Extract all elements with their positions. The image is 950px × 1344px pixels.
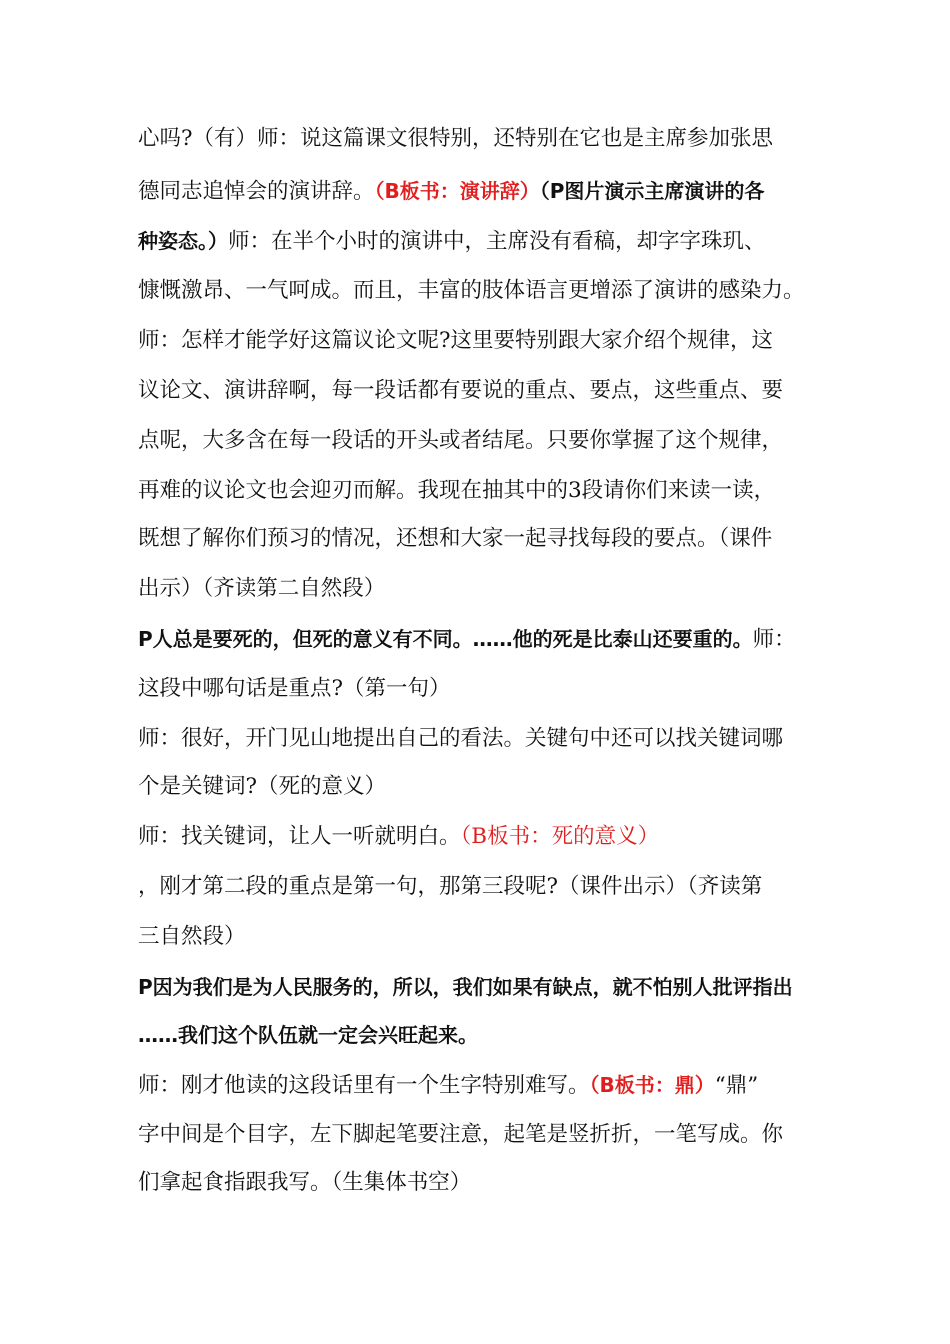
text-segment: 这段中哪句话是重点?（第一句） xyxy=(138,676,451,701)
text-line xyxy=(138,226,766,257)
text-segment: 出示）（齐读第二自然段） xyxy=(138,576,386,601)
text-segment: 师：怎样才能学好这篇议论文呢?这里要特别跟大家介绍个规律，这 xyxy=(138,328,774,353)
text-segment: 师： xyxy=(752,627,796,652)
text-segment: 点呢，大多含在每一段话的开头或者结尾。只要你掌握了这个规律， xyxy=(138,428,784,453)
ppt-note: ……我们这个队伍就一定会兴旺起来。 xyxy=(138,1023,478,1047)
text-line xyxy=(138,176,764,207)
text-segment: 师：找关键词，让人一听就明白。 xyxy=(138,824,461,849)
text-segment: 议论文、演讲辞啊，每一段话都有要说的重点、要点，这些重点、要 xyxy=(138,378,784,403)
text-line xyxy=(138,476,775,506)
board-note: （B板书：死的意义） xyxy=(460,824,660,849)
text-line xyxy=(138,574,385,604)
text-segment: 们拿起食指跟我写。（生集体书空） xyxy=(138,1170,472,1195)
ppt-note: 种姿态。） xyxy=(138,229,228,253)
text-line xyxy=(138,276,805,306)
text-segment: “鼎” xyxy=(714,1073,759,1098)
text-line xyxy=(138,922,246,952)
text-line xyxy=(138,772,386,802)
text-segment: 字中间是个目字，左下脚起笔要注意，起笔是竖折折，一笔写成。你 xyxy=(138,1122,784,1147)
ppt-note: P因为我们是为人民服务的，所以，我们如果有缺点，就不怕别人批评指出 xyxy=(138,975,793,999)
text-line xyxy=(138,326,773,356)
text-line xyxy=(138,1070,758,1101)
text-segment: ，刚才第二段的重点是第一句，那第三段呢?（课件出示）（齐读第 xyxy=(138,874,763,899)
text-segment: 三自然段） xyxy=(138,924,246,949)
ppt-note: （P图片演示主席演讲的各 xyxy=(539,179,765,203)
text-line xyxy=(138,1168,471,1198)
text-line xyxy=(138,1120,783,1150)
text-line xyxy=(138,822,659,852)
board-note: （B板书：鼎） xyxy=(589,1073,715,1097)
text-line xyxy=(138,426,783,456)
text-line xyxy=(138,872,762,902)
board-note: （B板书：演讲辞） xyxy=(374,179,540,203)
text-line xyxy=(138,124,773,154)
text-segment: 再难的议论文也会迎刃而解。我现在抽其中的3段请你们来读一读， xyxy=(138,478,776,503)
text-line xyxy=(138,972,793,1003)
text-line xyxy=(138,624,796,655)
text-line xyxy=(138,376,783,406)
text-line xyxy=(138,674,451,704)
text-segment: 慷慨激昂、一气呵成。而且，丰富的肢体语言更增添了演讲的感染力。 xyxy=(138,278,805,303)
text-segment: 心吗?（有）师：说这篇课文很特别，还特别在它也是主席参加张思 xyxy=(138,126,774,151)
text-segment: 个是关键词?（死的意义） xyxy=(138,774,387,799)
text-line xyxy=(138,1020,478,1051)
text-segment: 师：很好，开门见山地提出自己的看法。关键句中还可以找关键词哪 xyxy=(138,726,784,751)
ppt-note: P人总是要死的，但死的意义有不同。……他的死是比泰山还要重的。 xyxy=(138,627,753,651)
text-line xyxy=(138,724,783,754)
text-line xyxy=(138,524,772,554)
text-segment: 师：刚才他读的这段话里有一个生字特别难写。 xyxy=(138,1073,590,1098)
text-segment: 师：在半个小时的演讲中，主席没有看稿，却字字珠玑、 xyxy=(228,229,766,254)
text-segment: 德同志追悼会的演讲辞。 xyxy=(138,179,375,204)
text-segment: 既想了解你们预习的情况，还想和大家一起寻找每段的要点。（课件 xyxy=(138,526,773,551)
